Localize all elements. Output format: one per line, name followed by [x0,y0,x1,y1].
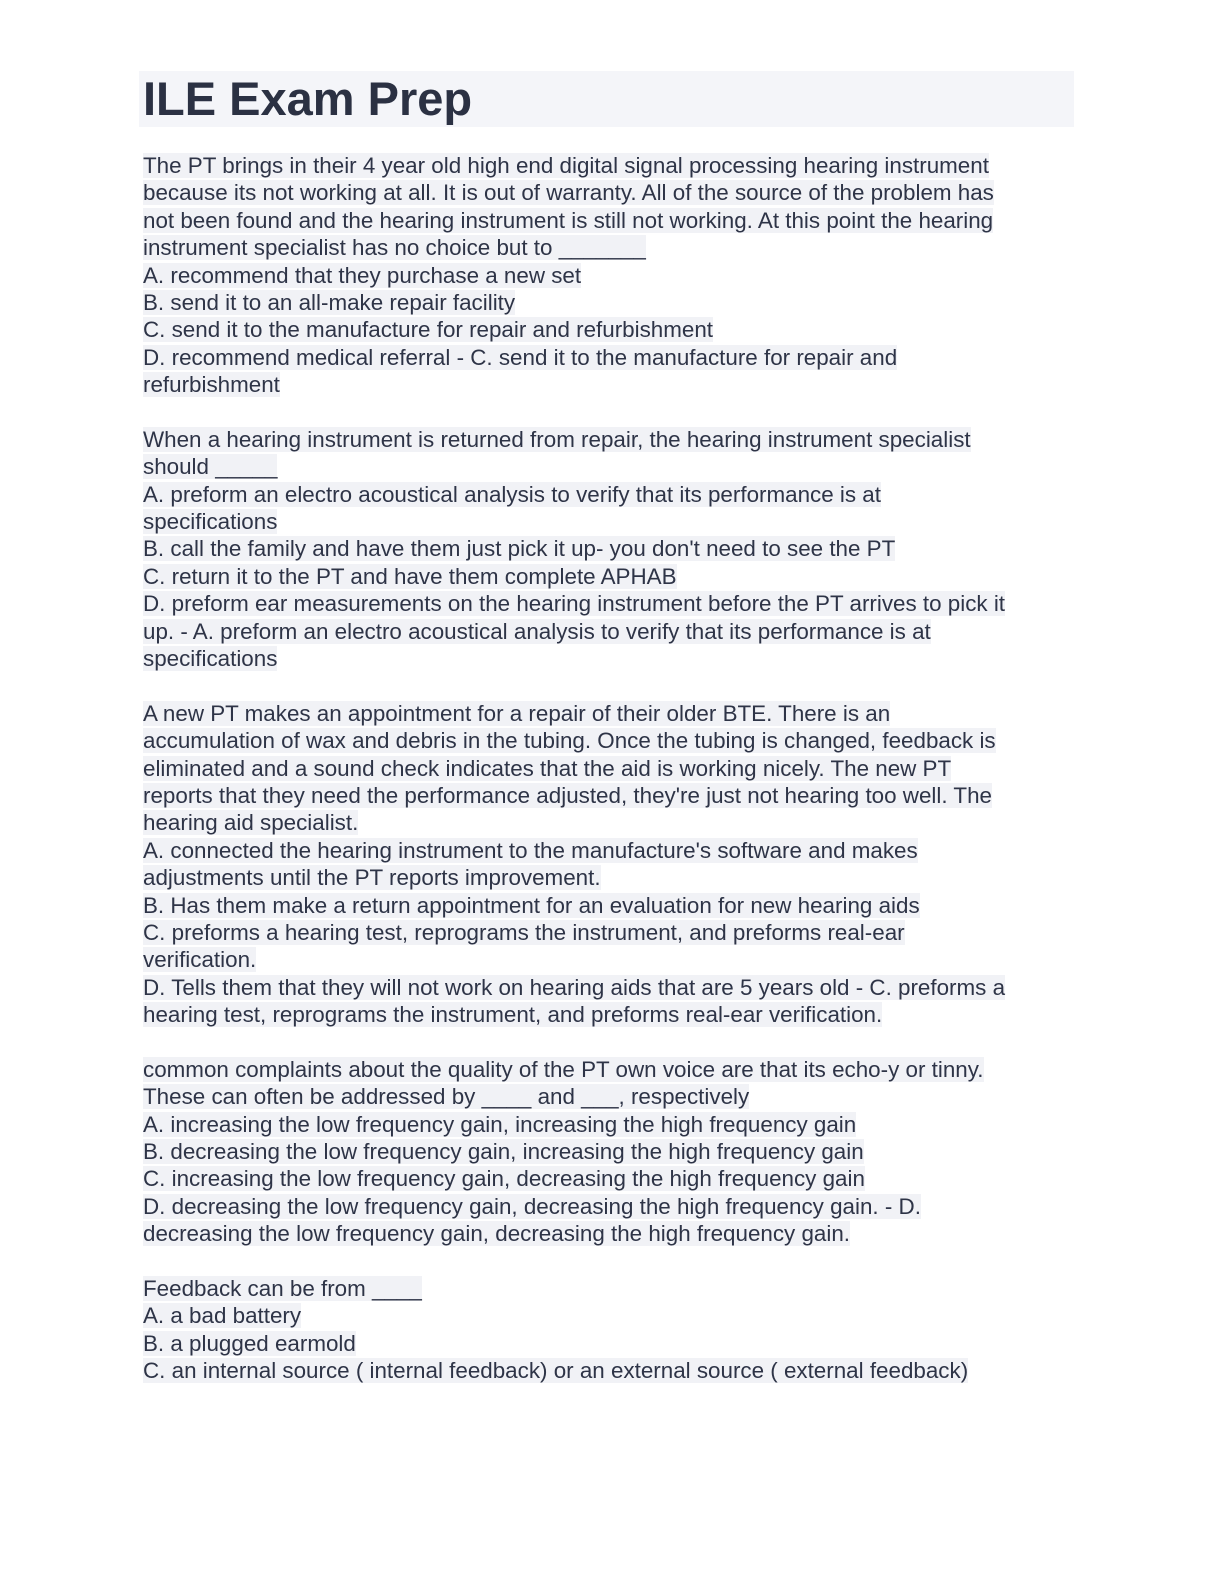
text-line-content: A. recommend that they purchase a new set [143,262,582,288]
text-line [143,892,1093,919]
text-line [143,563,1093,590]
text-line [143,1275,1093,1302]
text-line [143,837,1093,864]
text-line [143,1111,1093,1138]
page-title: ILE Exam Prep [143,72,473,125]
text-line [143,207,1093,234]
text-line [143,316,1093,343]
text-line-content: The PT brings in their 4 year old high end digital signal processing hearing instrument [143,153,989,178]
text-line [143,234,1093,261]
text-line [143,782,1093,809]
question-block [143,1275,1093,1385]
text-line [143,946,1093,973]
text-line-content: B. decreasing the low frequency gain, increasing the high frequency gain [143,1139,864,1165]
document-body [143,152,1093,1412]
text-line [143,919,1093,946]
text-line-content: Feedback can be from ____ [143,1276,422,1302]
text-line [143,618,1093,645]
text-line-content: instrument specialist has no choice but to _______ [143,235,646,261]
question-block [143,426,1093,673]
text-line [143,1056,1093,1083]
text-line [143,1138,1093,1165]
text-line-content: common complaints about the quality of the PT own voice are that its echo-y or tinny. [143,1056,984,1082]
text-line-content: decreasing the low frequency gain, decreasing the high frequency gain. [143,1221,851,1247]
text-line-content: B. send it to an all-make repair facility [143,289,516,315]
text-line [143,645,1093,672]
text-line [143,1330,1093,1357]
text-line [143,344,1093,371]
text-line [143,1083,1093,1110]
text-line-content: B. Has them make a return appointment for an evaluation for new hearing aids [143,892,920,918]
text-line [143,535,1093,562]
text-line-content: C. return it to the PT and have them complete APHAB [143,563,677,589]
text-line [143,809,1093,836]
text-line [143,1302,1093,1329]
text-line [143,371,1093,398]
text-line-content: D. preform ear measurements on the hearing instrument before the PT arrives to pick it [143,591,1006,617]
text-line-content: B. call the family and have them just pick it up- you don't need to see the PT [143,536,896,562]
text-line [143,700,1093,727]
text-line [143,1001,1093,1028]
text-line-content: accumulation of wax and debris in the tubing. Once the tubing is changed, feedback is [143,728,996,754]
text-line-content: C. an internal source ( internal feedback) or an external source ( external feedback) [143,1358,969,1384]
text-line-content: reports that they need the performance adjusted, they're just not hearing too well. The [143,782,992,808]
text-line-content: should _____ [143,454,278,480]
text-line-content: up. - A. preform an electro acoustical analysis to verify that its performance is at [143,618,931,644]
text-line [143,1193,1093,1220]
text-line-content: A. connected the hearing instrument to the manufacture's software and makes [143,837,918,863]
text-line-content: refurbishment [143,372,280,398]
text-line [143,727,1093,754]
text-line-content: B. a plugged earmold [143,1330,356,1356]
text-line-content: A. increasing the low frequency gain, increasing the high frequency gain [143,1111,857,1137]
text-line [143,453,1093,480]
text-line-content: specifications [143,646,278,672]
question-block [143,1056,1093,1248]
text-line-content: verification. [143,947,257,973]
text-line-content: hearing test, reprograms the instrument, and preforms real-ear verification. [143,1002,883,1028]
text-line [143,508,1093,535]
text-line [143,590,1093,617]
text-line-content: When a hearing instrument is returned from repair, the hearing instrument specialist [143,426,971,452]
text-line-content: D. recommend medical referral - C. send it to the manufacture for repair and [143,344,898,370]
text-line-content: A. preform an electro acoustical analysis to verify that its performance is at [143,481,881,507]
text-line-content: because its not working at all. It is out of warranty. All of the source of the problem has [143,180,994,206]
text-line-content: C. increasing the low frequency gain, decreasing the high frequency gain [143,1166,865,1192]
text-line [143,1165,1093,1192]
text-line [143,426,1093,453]
text-line-content: specifications [143,509,278,535]
text-line [143,262,1093,289]
text-line [143,755,1093,782]
text-line [143,481,1093,508]
text-line-content: C. preforms a hearing test, reprograms the instrument, and preforms real-ear [143,919,905,945]
text-line [143,1357,1093,1384]
text-line-content: eliminated and a sound check indicates that the aid is working nicely. The new PT [143,755,952,781]
text-line-content: D. Tells them that they will not work on hearing aids that are 5 years old - C. preforms a [143,974,1006,1000]
text-line-content: A. a bad battery [143,1303,302,1329]
text-line-content: These can often be addressed by ____ and ___, respectively [143,1084,750,1110]
text-line [143,289,1093,316]
text-line-content: C. send it to the manufacture for repair and refurbishment [143,317,714,343]
question-block [143,152,1093,399]
question-block [143,700,1093,1029]
text-line-content: adjustments until the PT reports improvement. [143,865,601,891]
text-line [143,864,1093,891]
text-line-content: hearing aid specialist. [143,810,359,836]
text-line-content: not been found and the hearing instrument is still not working. At this point the hearing [143,207,994,233]
text-line [143,152,1093,179]
text-line-content: D. decreasing the low frequency gain, decreasing the high frequency gain. - D. [143,1193,921,1219]
text-line [143,179,1093,206]
text-line [143,974,1093,1001]
text-line [143,1220,1093,1247]
text-line-content: A new PT makes an appointment for a repair of their older BTE. There is an [143,700,891,726]
